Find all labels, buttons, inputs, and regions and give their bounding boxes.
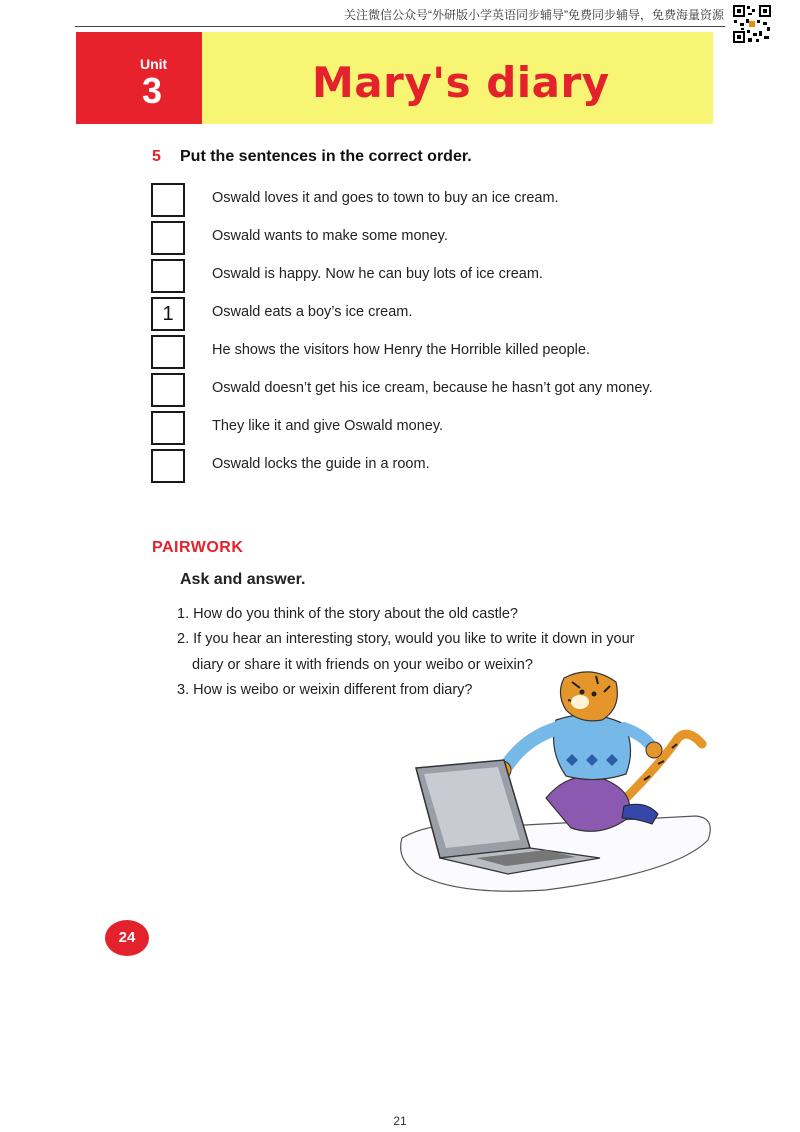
question-line: 3. How is weibo or weixin different from diary? bbox=[177, 682, 473, 698]
promo-text: 关注微信公众号“外研版小学英语同步辅导”免费同步辅导，免费海量资源 bbox=[344, 8, 724, 22]
question-line: 2. If you hear an interesting story, would you like to write it down in your bbox=[177, 631, 635, 647]
order-item bbox=[151, 373, 711, 407]
order-sentence: Oswald loves it and goes to town to buy an ice cream. bbox=[212, 190, 559, 206]
question-line: diary or share it with friends on your weibo or weixin? bbox=[192, 657, 533, 673]
unit-number: 3 bbox=[142, 70, 163, 111]
order-sentence: Oswald doesn’t get his ice cream, because he hasn’t got any money. bbox=[212, 380, 653, 396]
top-rule bbox=[75, 26, 725, 27]
tiger-laptop-illustration bbox=[396, 668, 716, 898]
order-sentence: Oswald is happy. Now he can buy lots of ice cream. bbox=[212, 266, 543, 282]
unit-label: Unit bbox=[140, 56, 168, 72]
order-sentence: Oswald locks the guide in a room. bbox=[212, 456, 430, 472]
pairwork-subheading: Ask and answer. bbox=[180, 571, 306, 588]
order-box[interactable] bbox=[151, 259, 185, 293]
qr-code-icon bbox=[732, 4, 772, 70]
order-item bbox=[151, 297, 711, 331]
order-sentence: Oswald eats a boy’s ice cream. bbox=[212, 304, 413, 320]
order-item bbox=[151, 259, 711, 293]
order-item bbox=[151, 221, 711, 255]
page-title: Mary's diary bbox=[312, 58, 610, 107]
order-sentence: He shows the visitors how Henry the Horrible killed people. bbox=[212, 342, 590, 358]
order-box[interactable] bbox=[151, 373, 185, 407]
order-box[interactable]: 1 bbox=[151, 297, 185, 331]
order-box[interactable] bbox=[151, 449, 185, 483]
exercise-number: 5 bbox=[152, 148, 161, 165]
exercise-instruction: Put the sentences in the correct order. bbox=[180, 148, 472, 165]
pairwork-heading: PAIRWORK bbox=[152, 539, 244, 556]
order-item bbox=[151, 335, 711, 369]
order-item bbox=[151, 183, 711, 217]
order-sentence: Oswald wants to make some money. bbox=[212, 228, 448, 244]
order-box[interactable] bbox=[151, 335, 185, 369]
order-box[interactable] bbox=[151, 411, 185, 445]
order-item bbox=[151, 411, 711, 445]
book-page-number: 24 bbox=[105, 920, 149, 956]
order-item bbox=[151, 449, 711, 483]
order-box[interactable] bbox=[151, 221, 185, 255]
unit-header-banner bbox=[76, 32, 713, 124]
page-footer-number: 21 bbox=[393, 1114, 407, 1128]
question-line: 1. How do you think of the story about the old castle? bbox=[177, 606, 518, 622]
order-sentence: They like it and give Oswald money. bbox=[212, 418, 444, 434]
unit-badge bbox=[76, 32, 202, 124]
order-box[interactable] bbox=[151, 183, 185, 217]
